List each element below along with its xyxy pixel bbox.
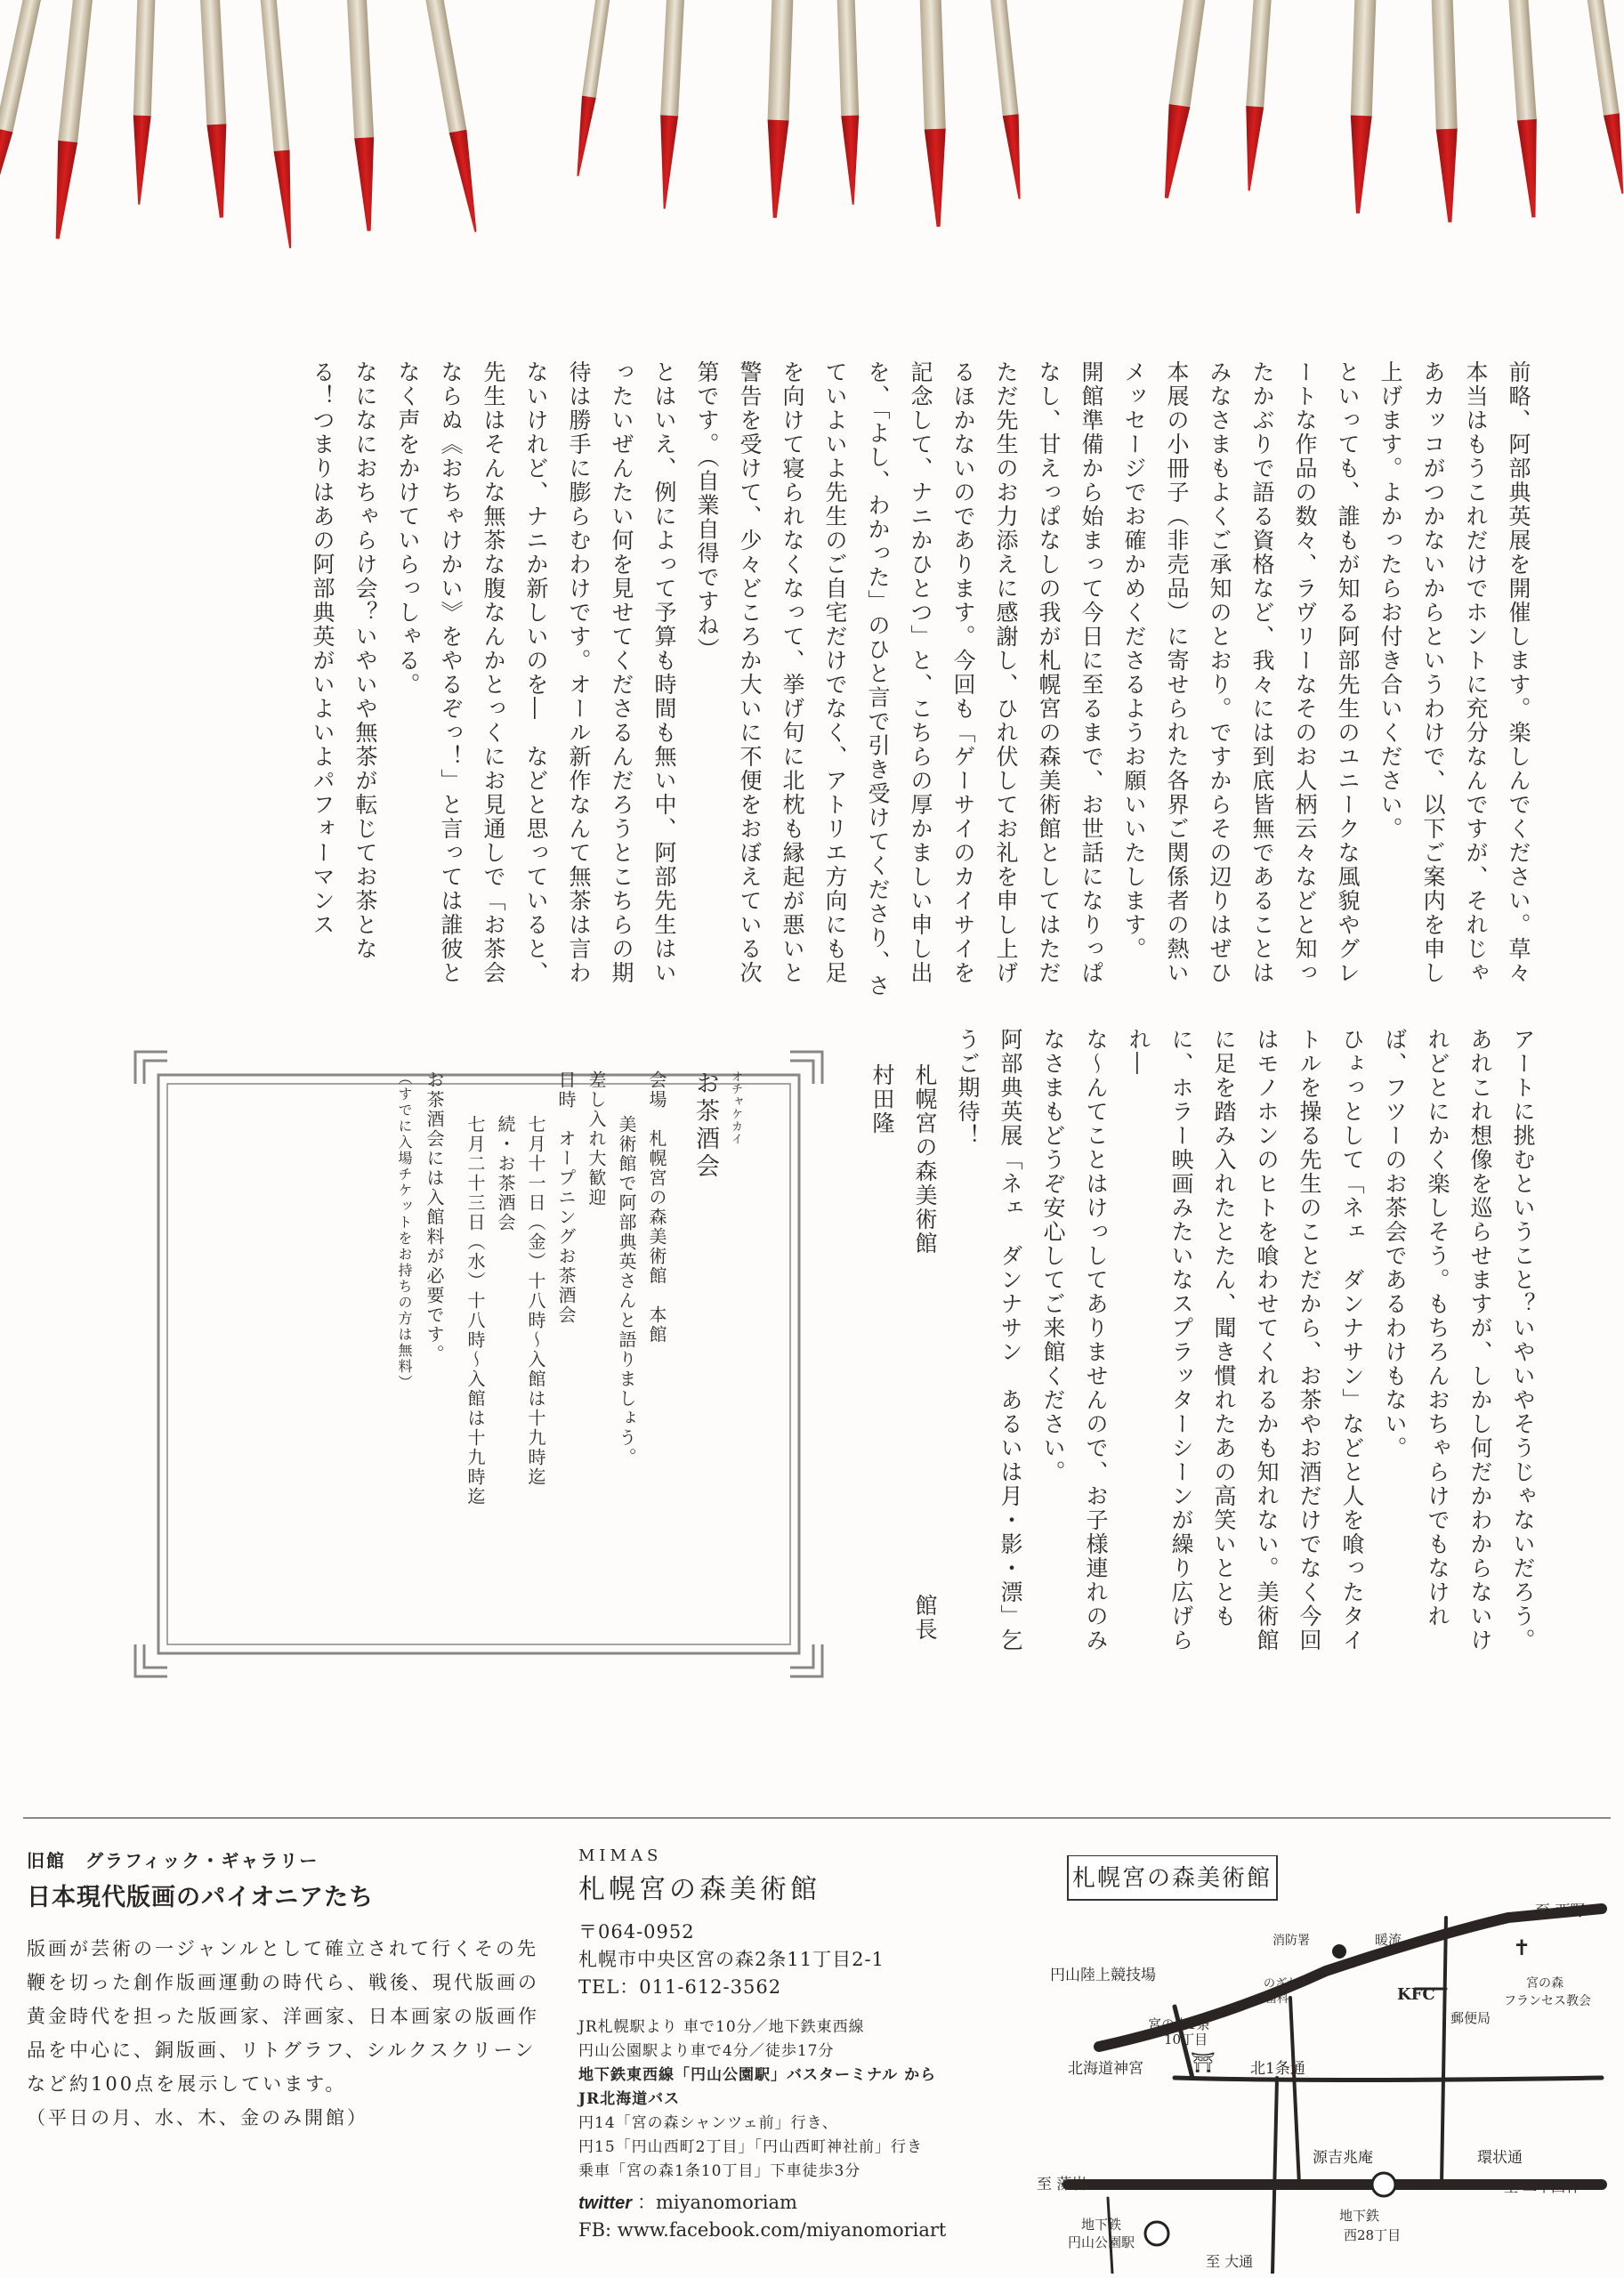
map-label: 歯科: [1265, 1992, 1289, 2006]
twitter-icon: twitter: [578, 2193, 632, 2213]
map-label: 北1条通: [1250, 2060, 1305, 2078]
church-icon: ✝: [1513, 1935, 1531, 1960]
access-line: 円15「円山西町2丁目」「円山西町神社前」行き: [578, 2138, 923, 2156]
ochakai-box: [132, 1048, 826, 1680]
gallery-note: （平日の月、水、木、金のみ開館）: [27, 2107, 368, 2129]
map-label: 至 二十四軒: [1504, 2178, 1580, 2195]
map-label: 地下鉄: [1339, 2208, 1380, 2224]
address-block: [578, 1919, 1023, 2001]
map-label: KFC: [1397, 1985, 1435, 2004]
museum-eng-name: MIMAS: [578, 1846, 663, 1865]
paragraph: ひょっとして「ネェ ダンナサン」などと人を喰ったタイトルを操る先生のことだから、お茶やお酒だけでなく今回はモノホンのヒトを喰わせてくれるかも知れない。美術館に足を踏み入れたとたん、聞き慣れたあの高笑いとともに、ホラー映画みたいなスプラッターシーンが繰り広げられ―: [1126, 1028, 1365, 1652]
zip: 〒064-0952: [578, 1921, 695, 1943]
gallery-title: 日本現代版画のパイオニアたち: [27, 1884, 375, 1911]
map-label: 円山公園駅: [1068, 2234, 1135, 2250]
map-label: のざわ: [1264, 1977, 1299, 1991]
title-ruby: オチャケカイ: [729, 1070, 742, 1145]
greeting-text: [301, 360, 1539, 1001]
subway-icon: [1372, 2173, 1395, 2196]
map-title: 札幌宮の森美術館: [1071, 1865, 1273, 1892]
access-line: JR北海道バス: [578, 2090, 681, 2108]
brush-group-right: [1156, 0, 1624, 222]
gallery-label: 旧館 グラフィック・ギャラリー: [27, 1850, 319, 1871]
map-label: 至 藻岩: [1037, 2176, 1087, 2193]
brush-artwork: [0, 0, 1624, 294]
museum-info: [578, 1846, 1023, 2243]
twitter-handle: ：miyanomoriam: [637, 2192, 797, 2213]
paragraph: 前略、阿部典英展を開催します。楽しんでください。草々: [1506, 360, 1531, 985]
signature-title: 館長 村田隆: [869, 1063, 938, 1666]
fee-note: （すでに入場チケットをお持ちの方は無料）: [396, 1070, 413, 1391]
tel: TEL：011-612-3562: [578, 1976, 782, 1998]
continuation-text: [860, 1028, 1544, 1673]
access-line: 地下鉄東西線「円山公園駅」バスターミナル から: [578, 2066, 937, 2084]
map-label: 宮の森: [1526, 1976, 1563, 1991]
map-label: 郵便局: [1450, 2010, 1491, 2026]
paragraph: 本当はもうこれだけでホントに充分なんですが、それじゃあカッコがつかないからというわけで、以下ご案内を申し上げます。よかったらお付き合いください。: [1378, 360, 1489, 985]
paragraph: な～んてことはけっしてありませんので、お子様連れのみなさまもどうぞ安心してご来館ください。: [1040, 1028, 1109, 1652]
venue: 札幌宮の森美術館 本館: [646, 1129, 667, 1345]
gallery-info: [27, 1846, 543, 2135]
opening: オープニングお茶酒会: [555, 1129, 577, 1325]
map-label: 至 西野: [1535, 1902, 1586, 1920]
venue-line: 会場 札幌宮の森美術館 本館: [646, 1070, 667, 1345]
paragraph: 開館準備から始まって今日に至るまで、お世話になりっぱなし、甘えっぱなしの我が札幌宮の森美術館としてはただただ先生のお力添えに感謝し、ひれ伏してお礼を申し上げるほかないのであります。今回も「ゲーサイのカイサイを記念して、ナニかひとつ」と、こちらの厚かましい申し出を、「よし、わかった」のひと言で引き受けてくださり、さていよいよ先生のご自宅だけでなく、アトリエ方向にも足を向けて寝られなくなって、挙げ句に北枕も縁起が悪いと警告を受けて、少々どころか大いに不便をおぼえている次第です。（自業自得ですね）: [694, 360, 1104, 998]
twitter-line[interactable]: [578, 2189, 1023, 2217]
map-label: 源吉兆庵: [1313, 2149, 1373, 2167]
continued: 続・お茶酒会: [495, 1115, 516, 1232]
access-line: 円14「宮の森シャンツェ前」行き、: [578, 2114, 838, 2132]
map-label: 至 大通: [1206, 2253, 1254, 2270]
museum-marker-icon: [1332, 1944, 1346, 1959]
museum-name: 札幌宮の森美術館: [578, 1874, 820, 1905]
map-label: 消防署: [1273, 1934, 1310, 1948]
map-label: 暖流: [1375, 1932, 1402, 1948]
brush-group-left: [0, 0, 484, 249]
map-label: 10丁目: [1164, 2032, 1208, 2048]
access-line: 乗車「宮の森1条10丁目」下車徒歩3分: [578, 2162, 861, 2180]
sns-block: [578, 2189, 1023, 2243]
paragraph: アートに挑むということ？いやいやそうじゃないだろう。あれこれ想像を巡らせますが、しかし何だかわからないけれどとにかく楽しそう。もちろんおちゃらけでもなければ、フツーのお茶会であるわけもない。: [1382, 1028, 1536, 1652]
map-label: 西28丁目: [1344, 2227, 1402, 2243]
paragraph: といっても、誰もが知る阿部先生のユニークな風貌やグレートな作品の数々、ラヴリーなそのお人柄云々などと知ったかぶりで語る資格など、我々には到底皆無であることはみなさまもよくご承知のとおり。ですからその辺りはぜひ本展の小冊子（非売品）に寄せられた各界ご関係者の熱いメッセージでお確かめくださるようお願いいたします。: [1121, 360, 1361, 985]
map-label: 環状通: [1477, 2149, 1523, 2167]
map-label: フランセス教会: [1504, 1994, 1591, 2008]
access-map: [1032, 1855, 1620, 2274]
map-roads: [1068, 1909, 1602, 2274]
signature: [860, 1063, 946, 1673]
access-line: JR札幌駅より 車で10分／地下鉄東西線: [578, 2018, 865, 2036]
address: 札幌市中央区宮の森2条11丁目2-1: [578, 1949, 885, 1970]
shrine-icon: ⛩: [1191, 2052, 1216, 2074]
paragraph: 阿部典英展「ネェ ダンナサン あるいは月・影・漂」乞うご期待！: [955, 1028, 1023, 1652]
map-label: 北海道神宮: [1068, 2060, 1143, 2078]
talk-line: 美術館で阿部典英さんと語りましょう。: [616, 1115, 637, 1467]
facebook-link[interactable]: FB: www.facebook.com/miyanomoriart: [578, 2219, 947, 2241]
map-label: 地下鉄: [1081, 2217, 1122, 2233]
bring-line: 差し入れ大歓迎: [586, 1070, 607, 1208]
paragraph: なになにおちゃらけ会？いやいや無茶が転じてお茶となる！つまりはあの阿部典英がいよいよパフォーマンス: [310, 360, 378, 961]
footer-divider: [23, 1817, 1611, 1819]
ochakai-title: お茶酒会: [691, 1070, 719, 1181]
fee-line: お茶酒会には入館料が必要です。: [424, 1070, 445, 1364]
brush-group-center: [570, 0, 1027, 227]
signature-org: 札幌宮の森美術館: [912, 1063, 938, 1256]
map-label: 宮の森1条: [1148, 2016, 1210, 2032]
date2: 七月二十三日（水）十八時～入館は十九時迄: [465, 1115, 486, 1507]
map-label: 円山陸上競技場: [1050, 1967, 1156, 1984]
ochakai-info: [389, 1070, 750, 1658]
date1: 七月十一日（金）十八時～入館は十九時迄: [525, 1115, 546, 1487]
gallery-description: 版画が芸術の一ジャンルとして確立されて行くその先鞭を切った創作版画運動の時代ら、戦後、現代版画の黄金時代を担った版画家、洋画家、日本画家の版画作品を中心に、銅版画、リトグラフ、シルクスクリーンなど約100点を展示しています。: [27, 1938, 539, 2095]
paragraph: とはいえ、例によって予算も時間も無い中、阿部先生はいったいぜんたい何を見せてくださるんだろうとこちらの期待は勝手に膨らむわけです。オール新作なんて無茶は言わないけれど、ナニか新しいのを― などと思っていると、先生はそんな無茶な腹なんかとっくにお見通しで「お茶会ならぬ《おちゃけかい》をやるぞっ！」と言っては誰彼となく声をかけていらっしゃる。: [395, 360, 677, 985]
subway-icon: [1145, 2222, 1168, 2245]
date-line: 日時 オープニングお茶酒会: [555, 1070, 577, 1325]
access-block: [578, 2015, 1023, 2184]
access-line: 円山公園駅より車で4分／徒歩17分: [578, 2042, 835, 2060]
